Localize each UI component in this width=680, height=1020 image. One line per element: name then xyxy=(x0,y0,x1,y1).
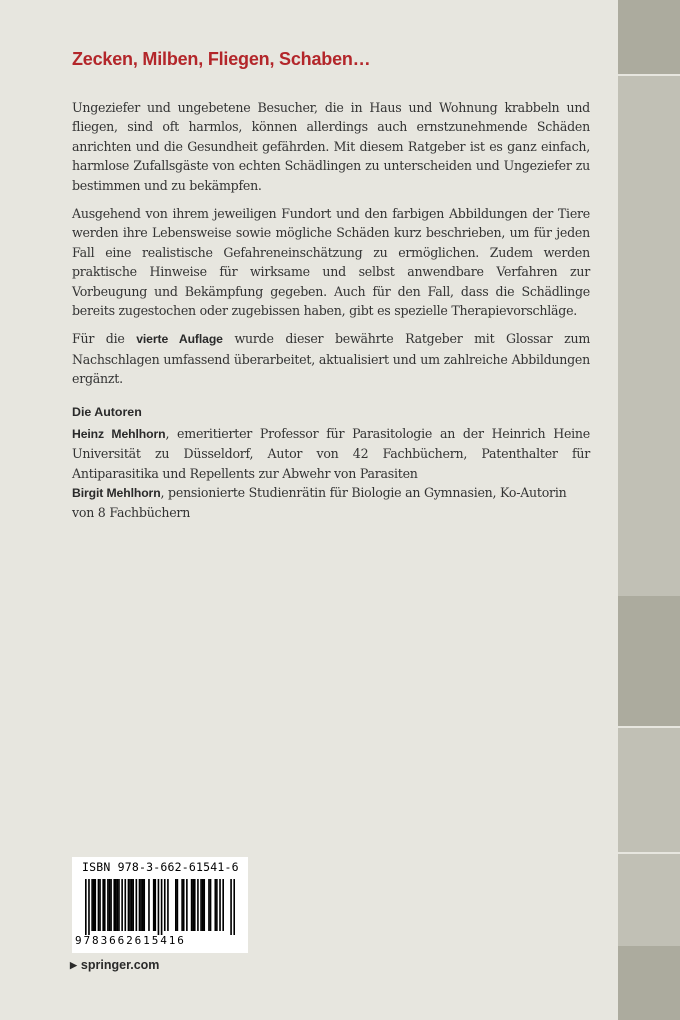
barcode-bar xyxy=(175,879,177,931)
sidebar-band-bottom xyxy=(618,946,680,1020)
cover-text xyxy=(72,46,590,523)
barcode-bar xyxy=(214,879,216,931)
barcode-bar xyxy=(154,879,156,931)
barcode-bar xyxy=(210,879,212,931)
barcode-bar xyxy=(148,879,150,931)
authors-heading: Die Autoren xyxy=(72,404,142,419)
barcode-bar xyxy=(194,879,196,931)
author-text-2: , pensionierte Studienrätin für Biologie an Gymnasien, Ko-Autorin von 8 Fachbüchern xyxy=(72,484,567,521)
cover-title: Zecken, Milben, Fliegen, Schaben… xyxy=(72,49,371,69)
barcode-bar xyxy=(140,879,142,931)
barcode-bar xyxy=(93,879,95,931)
barcode-bar xyxy=(139,879,141,931)
sidebar-divider xyxy=(618,726,680,728)
blurb-paragraph-2: Ausgehend von ihrem jeweiligen Fundort und den farbigen Abbildungen der Tiere werden ihre Lebensweise sowie mögliche Schäden kurz beschrieben, um für jeden Fall eine realistische Gefahreneinschätzung zu ermöglichen. Zudem werden praktische Hinweise für wirksame und selbst anwendbare Verfahren zur Vorbeugung und Bekämpfung gegeben. Auch für den Fall, dass die Schädlinge bereits zugestochen oder zugebissen haben, gibt es spezielle Therapievorschläge. xyxy=(72,206,590,319)
barcode-bars xyxy=(85,879,235,935)
author-name-2: Birgit Mehlhorn xyxy=(72,485,161,500)
barcode-bar xyxy=(121,879,123,931)
barcode-bar xyxy=(222,879,224,931)
barcode-bar xyxy=(102,879,104,931)
author-name-1: Heinz Mehlhorn xyxy=(72,426,166,441)
barcode-bar xyxy=(117,879,119,931)
barcode-bar xyxy=(177,879,179,931)
barcode-bar xyxy=(197,879,199,931)
barcode-bar xyxy=(113,879,115,931)
isbn-barcode xyxy=(72,857,248,953)
author-bio-2 xyxy=(72,483,590,523)
barcode-bar xyxy=(200,879,202,931)
barcode-bar xyxy=(131,879,133,931)
publisher-url: springer.com xyxy=(80,958,160,972)
blurb-paragraph-3 xyxy=(72,329,590,388)
p3-rest: wurde dieser bewährte Ratgeber mit Glossar zum Nachschlagen umfassend überarbeitet, aktualisiert und um zahlreiche Abbildungen ergänzt. xyxy=(72,331,591,387)
barcode-bar xyxy=(186,879,188,931)
barcode-bar xyxy=(118,879,120,931)
barcode-bar xyxy=(191,879,193,931)
triangle-right-icon: ▶ xyxy=(70,960,77,970)
sidebar-divider xyxy=(618,852,680,854)
ean-digits: 9783662615416 xyxy=(75,934,186,947)
barcode-bar xyxy=(99,879,101,931)
sidebar-band-middle xyxy=(618,596,680,726)
barcode-bar xyxy=(192,879,194,931)
barcode-bar xyxy=(158,879,160,935)
barcode-bar xyxy=(98,879,100,931)
isbn-label: ISBN 978-3-662-61541-6 xyxy=(82,860,239,874)
barcode-bar xyxy=(128,879,130,931)
barcode-bar xyxy=(109,879,111,931)
barcode-bar xyxy=(202,879,204,931)
color-sidebar xyxy=(618,0,680,1020)
barcode-bar xyxy=(183,879,185,931)
barcode-bar xyxy=(107,879,109,931)
p3-lead: Für die xyxy=(72,331,137,347)
author-bio-1 xyxy=(72,424,590,483)
barcode-bar xyxy=(104,879,106,931)
barcode-bar xyxy=(167,879,169,931)
barcode-bar xyxy=(115,879,117,931)
author-text-1: , emeritierter Professor für Parasitologie an der Heinrich Heine Universität zu Düsseldorf, Autor von 42 Fachbüchern, Patenthalter für Antiparasitika und Repellents zur Abwehr von Parasiten xyxy=(72,425,590,481)
barcode-bar xyxy=(216,879,218,931)
barcode-bar xyxy=(208,879,210,931)
barcode-bar xyxy=(219,879,221,931)
barcode-bar xyxy=(94,879,96,931)
sidebar-band-top xyxy=(618,0,680,74)
sidebar-divider xyxy=(618,74,680,76)
barcode-bar xyxy=(203,879,205,931)
barcode-bar xyxy=(85,879,87,935)
barcode-bar xyxy=(161,879,163,935)
barcode-bar xyxy=(143,879,145,931)
barcode-bar xyxy=(181,879,183,931)
edition-highlight: vierte Auflage xyxy=(136,332,223,347)
barcode-bar xyxy=(88,879,90,935)
barcode-bar xyxy=(233,879,235,935)
barcode-bar xyxy=(136,879,138,931)
barcode-bar xyxy=(124,879,126,931)
barcode-bar xyxy=(164,879,166,931)
publisher-link[interactable] xyxy=(70,958,159,972)
barcode-bar xyxy=(132,879,134,931)
barcode-bar xyxy=(110,879,112,931)
blurb-paragraph-1: Ungeziefer und ungebetene Besucher, die in Haus und Wohnung krabbeln und fliegen, sind oft harmlos, können allerdings auch ernstzunehmende Schäden anrichten und die Gesundheit gefährden. Mit diesem Ratgeber ist es ganz einfach, harmlose Zufallsgäste von echten Schädlingen zu unterscheiden und Ungeziefer zu bestimmen und zu bekämpfen. xyxy=(72,100,590,193)
barcode-bar xyxy=(153,879,155,931)
barcode-bar xyxy=(129,879,131,931)
barcode-bar xyxy=(91,879,93,931)
barcode-bar xyxy=(230,879,232,935)
barcode-bar xyxy=(142,879,144,931)
